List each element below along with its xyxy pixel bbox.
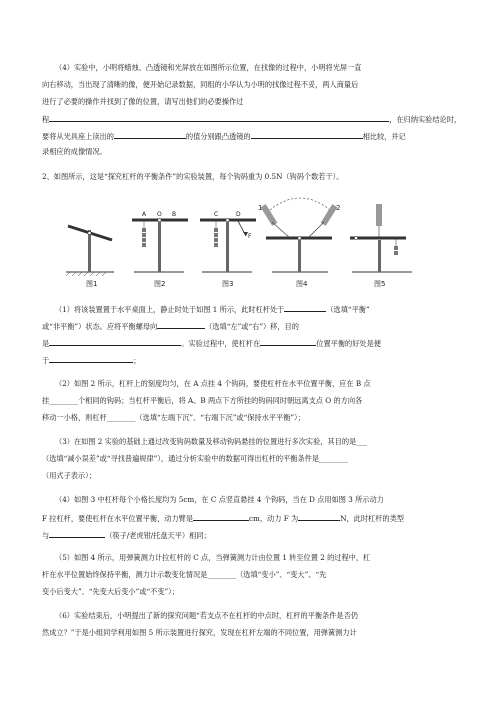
fig2-label: 图2 [154, 280, 166, 288]
s4-line2-a: F 拉杠杆，要使杠杆在水平位置平衡，动力臂是 [42, 514, 194, 523]
letter-f: F [248, 233, 252, 240]
s5-line2: 杆在水平位置始终保持平衡，测力计示数变化情况是________（选填“变小”、“变大”、“先 [42, 570, 327, 579]
s1-line2 [42, 320, 299, 332]
s4-line2-c: N，此时杠杆的类型 [340, 514, 404, 523]
s1-line1-b: （选填“平衡” [326, 305, 370, 314]
answer-blank[interactable] [298, 512, 340, 521]
s1-line3-a: 是 [42, 339, 50, 348]
p4-line4-start: 程 [42, 115, 50, 124]
s1-line4 [42, 354, 140, 366]
answer-blank[interactable] [260, 337, 316, 346]
letter-c: C [214, 211, 219, 218]
s5-line1: （5）如图 4 所示，用弹簧测力计拉杠杆的 C 点，当弹簧测力计由位置 1 转至位置 2 的过程中，杠 [55, 553, 371, 562]
s2-line3: 移动一小格，则杠杆________（选填“左端下沉”、“右端下沉”或“保持水平平衡”）； [42, 413, 305, 422]
figure-4 [261, 198, 341, 272]
q2-title: 2、如图所示，这是“探究杠杆的平衡条件”的实验装置，每个钩码重为 0.5N（钩码个数若干）。 [42, 172, 344, 181]
figure-3 [200, 218, 256, 272]
p4-line6: 录相应的成像情况。 [42, 147, 107, 156]
s1-line3 [42, 337, 381, 349]
s4-line3 [42, 529, 211, 541]
s4-line2-b: cm，动力 F 为 [249, 514, 299, 523]
s4-line3-a: 与 [42, 531, 50, 540]
letter-o-fig2: O [157, 211, 162, 218]
letter-d: D [236, 211, 241, 218]
s2-line2: 挂________个相同的钩码；当杠杆平衡后，将 A、B 两点下方所挂的钩码同时朝远离支点 O 的方向各 [42, 396, 363, 405]
s1-line4-a: 于 [42, 356, 50, 365]
p4-line5-b: 的值分别跟凸透镜的 [185, 132, 251, 141]
s1-line4-b: ； [133, 356, 141, 365]
fig1-label: 图1 [86, 280, 98, 288]
p4-line3: 进行了必要的操作并找到了像的位置，请写出他们的必要操作过 [42, 97, 244, 106]
s3-line3: （用式子表示）； [42, 471, 96, 480]
fig4-label: 图4 [296, 280, 308, 288]
letter-b: B [172, 211, 177, 218]
s1-line3-b: 。实验过程中，使杠杆在 [181, 339, 261, 348]
s1-line3-c: 位置平衡的好处是便 [316, 339, 381, 348]
answer-blank[interactable] [49, 354, 133, 363]
letter-a: A [142, 211, 147, 218]
fig3-label: 图3 [222, 280, 234, 288]
p4-line5-c: 相比较，并记 [362, 132, 406, 141]
s4-line3-b: （筷子/老虎钳/托盘天平）相同； [105, 531, 211, 540]
s2-line1: （2）如图 2 所示，杠杆上的刻度均匀，在 A 点挂 4 个钩码，要使杠杆在水平位置平衡，应在 B 点 [55, 379, 371, 388]
answer-blank[interactable] [49, 337, 181, 346]
p4-line4 [42, 113, 461, 125]
s1-line2-a: 或“非平衡”）状态。应将平衡螺母向 [42, 322, 158, 331]
p4-line1: （4）实验中，小明将蜡烛、凸透镜和光屏放在如图所示位置，在找像的过程中，小明将光屏一直 [55, 63, 362, 72]
figure-2 [132, 218, 188, 272]
s6-line1: （6）实验结束后，小明提出了新的探究问题“若支点不在杠杆的中点时，杠杆的平衡条件是否仍 [55, 611, 358, 620]
answer-blank[interactable] [284, 303, 326, 312]
answer-blank[interactable] [49, 113, 389, 122]
s1-line1 [55, 303, 370, 315]
p4-line2: 向右移动，当出现了清晰的像，便开始记录数据，同组的小华认为小明的找像过程不妥，两人商量后 [42, 80, 359, 89]
p4-line5 [42, 130, 406, 142]
position-1: 1 [258, 204, 263, 212]
s3-line1: （3）在如图 2 实验的基础上通过改变钩码数量及移动钩码悬挂的位置进行多次实验，其目的是___ [55, 437, 368, 446]
s1-line2-b: （选填“左”或“右”）移，目的 [205, 322, 299, 331]
position-2: 2 [336, 204, 341, 212]
figure-5 [350, 204, 412, 272]
answer-blank[interactable] [193, 512, 249, 521]
lever-figures [60, 196, 440, 290]
s4-line2 [42, 512, 404, 524]
p4-line4-end: ，在归纳实验结论时， [389, 115, 462, 124]
s3-line2: （选填“减小误差”或“寻找普遍规律”），通过分析实验中的数据可得出杠杆的平衡条件是________ [42, 454, 348, 463]
answer-blank[interactable] [251, 130, 363, 139]
answer-blank[interactable] [157, 320, 205, 329]
s4-line1: （4）如图 3 中杠杆每个小格长度均为 5cm，在 C 点竖直悬挂 4 个钩码，当在 D 点用如图 3 所示动力 [55, 495, 384, 504]
answer-blank[interactable] [114, 130, 186, 139]
s5-line3: 变小后变大”、“先变大后变小”或“不变”）； [42, 587, 179, 596]
s6-line2: 然成立？”于是小组同学利用如图 5 所示装置进行探究，发现在杠杆左端的不同位置，用弹簧测力计 [42, 628, 357, 637]
p4-line5-a: 要将从光具座上读出的 [42, 132, 114, 141]
s1-line1-a: （1）将该装置置于水平桌面上，静止时处于如图 1 所示，此时杠杆处于 [55, 305, 285, 314]
figure-1 [66, 226, 114, 276]
answer-blank[interactable] [49, 529, 105, 538]
fig5-label: 图5 [374, 280, 386, 288]
